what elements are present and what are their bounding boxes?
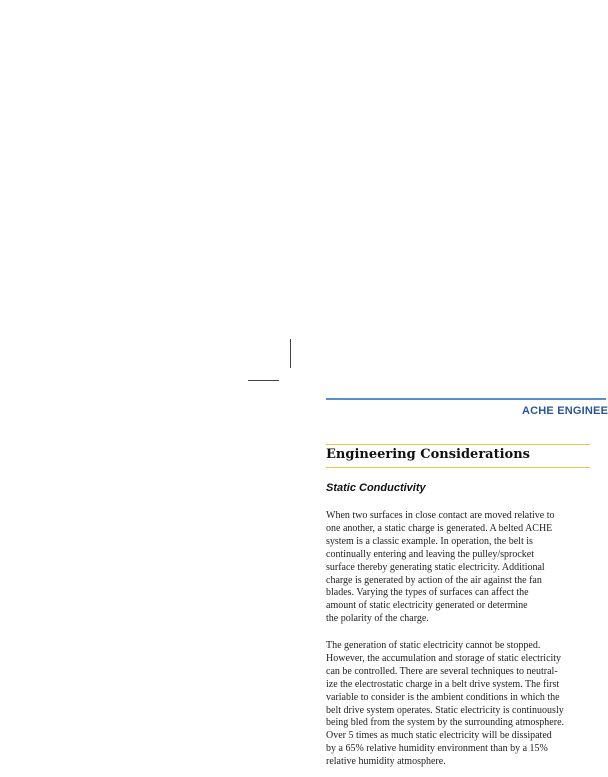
- text-line: continually entering and leaving the pulley/sprocket: [326, 548, 534, 560]
- text-line: ize the electrostatic charge in a belt drive system. The first: [326, 678, 560, 690]
- section-rule-top: [326, 444, 590, 445]
- text-line: being bled from the system by the surrounding atmosphere.: [326, 717, 565, 729]
- subsection-title: Static Conductivity: [326, 482, 426, 494]
- text-line: The generation of static electricity cannot be stopped.: [326, 640, 541, 651]
- text-line: relative humidity atmosphere.: [326, 756, 446, 768]
- text-line: amount of static electricity generated or determine: [326, 600, 528, 612]
- text-line: system is a classic example. In operation, the belt is: [326, 535, 533, 547]
- text-line: When two surfaces in close contact are moved relative to: [326, 510, 555, 521]
- text-line: can be controlled. There are several techniques to neutral-: [326, 665, 558, 677]
- body-paragraph: [326, 510, 555, 626]
- text-line: one another, a static charge is generated. A belted ACHE: [326, 522, 553, 534]
- running-header: ACHE ENGINEE: [522, 405, 608, 417]
- crop-mark-horizontal: [248, 380, 279, 381]
- text-line: However, the accumulation and storage of static electricity: [326, 652, 562, 664]
- text-line: blades. Varying the types of surfaces can affect the: [326, 587, 529, 599]
- text-line: belt drive system operates. Static electricity is continuously: [326, 704, 564, 716]
- text-line: Over 5 times as much static electricity will be dissipated: [326, 730, 552, 742]
- text-line: variable to consider is the ambient conditions in which the: [326, 691, 560, 703]
- text-line: the polarity of the charge.: [326, 613, 429, 625]
- section-rule-bottom: [326, 467, 590, 468]
- section-title: Engineering Considerations: [326, 447, 530, 462]
- body-paragraph: [326, 640, 564, 769]
- text-line: by a 65% relative humidity environment than by a 15%: [326, 743, 548, 755]
- header-rule: [326, 398, 606, 400]
- crop-mark-vertical: [290, 339, 291, 368]
- text-line: surface thereby generating static electricity. Additional: [326, 561, 545, 573]
- text-line: charge is generated by action of the air against the fan: [326, 574, 542, 586]
